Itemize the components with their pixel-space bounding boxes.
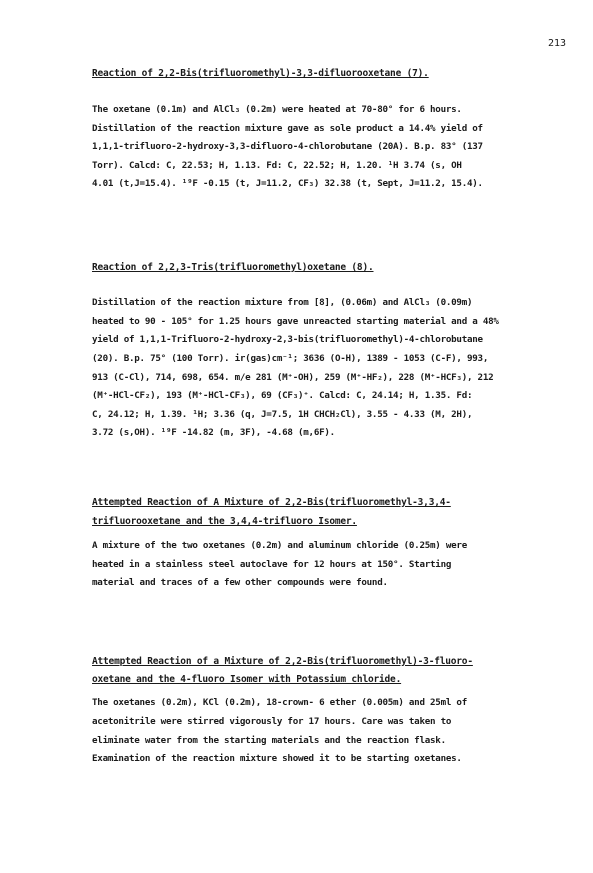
body-line: The oxetanes (0.2m), KCl (0.2m), 18-crown- 6 ether (0.005m) and 25ml of: [92, 697, 467, 708]
body-line: 4.01 (t,J=15.4). ¹⁹F -0.15 (t, J=11.2, CF₃) 32.38 (t, Sept, J=11.2, 15.4).: [92, 178, 483, 189]
section-heading-4-line-2: oxetane and the 4-fluoro Isomer with Potassium chloride.: [92, 674, 402, 685]
section-heading-2: Reaction of 2,2,3-Tris(trifluoromethyl)oxetane (8).: [92, 262, 374, 273]
body-line: material and traces of a few other compounds were found.: [92, 577, 388, 588]
body-line: heated to 90 - 105° for 1.25 hours gave unreacted starting material and a 48%: [92, 316, 499, 327]
body-line: (M⁺-HCl-CF₂), 193 (M⁺-HCl-CF₃), 69 (CF₃)⁺. Calcd: C, 24.14; H, 1.35. Fd:: [92, 390, 473, 401]
section-heading-3-line-1: Attempted Reaction of A Mixture of 2,2-Bis(trifluoromethyl-3,3,4-: [92, 497, 451, 508]
section-heading-4-line-1: Attempted Reaction of a Mixture of 2,2-Bis(trifluoromethyl)-3-fluoro-: [92, 656, 473, 667]
body-line: eliminate water from the starting materials and the reaction flask.: [92, 735, 446, 746]
body-line: Torr). Calcd: C, 22.53; H, 1.13. Fd: C, 22.52; H, 1.20. ¹H 3.74 (s, OH: [92, 160, 462, 171]
body-line: yield of 1,1,1-Trifluoro-2-hydroxy-2,3-bis(trifluoromethyl)-4-chlorobutane: [92, 334, 483, 345]
body-line: acetonitrile were stirred vigorously for 17 hours. Care was taken to: [92, 716, 452, 727]
body-line: Distillation of the reaction mixture from [8], (0.06m) and AlCl₃ (0.09m): [92, 297, 473, 308]
section-heading-1: Reaction of 2,2-Bis(trifluoromethyl)-3,3-difluorooxetane (7).: [92, 68, 429, 79]
body-line: (20). B.p. 75° (100 Torr). ir(gas)cm⁻¹; 3636 (O-H), 1389 - 1053 (C-F), 993,: [92, 353, 489, 364]
body-line: 913 (C-Cl), 714, 698, 654. m/e 281 (M⁺-OH), 259 (M⁺-HF₂), 228 (M⁺-HCF₃), 212: [92, 372, 494, 383]
body-line: Distillation of the reaction mixture gave as sole product a 14.4% yield of: [92, 123, 483, 134]
body-line: A mixture of the two oxetanes (0.2m) and aluminum chloride (0.25m) were: [92, 540, 467, 551]
section-heading-3-line-2: trifluorooxetane and the 3,4,4-trifluoro Isomer.: [92, 516, 357, 527]
body-line: 3.72 (s,OH). ¹⁹F -14.82 (m, 3F), -4.68 (m,6F).: [92, 427, 335, 438]
body-line: C, 24.12; H, 1.39. ¹H; 3.36 (q, J=7.5, 1H CHCH₂Cl), 3.55 - 4.33 (M, 2H),: [92, 409, 473, 420]
body-line: heated in a stainless steel autoclave for 12 hours at 150°. Starting: [92, 559, 452, 570]
page-number: 213: [548, 38, 567, 49]
body-line: 1,1,1-trifluoro-2-hydroxy-3,3-difluoro-4-chlorobutane (20A). B.p. 83° (137: [92, 141, 483, 152]
body-line: The oxetane (0.1m) and AlCl₃ (0.2m) were heated at 70-80° for 6 hours.: [92, 104, 462, 115]
body-line: Examination of the reaction mixture showed it to be starting oxetanes.: [92, 753, 462, 764]
